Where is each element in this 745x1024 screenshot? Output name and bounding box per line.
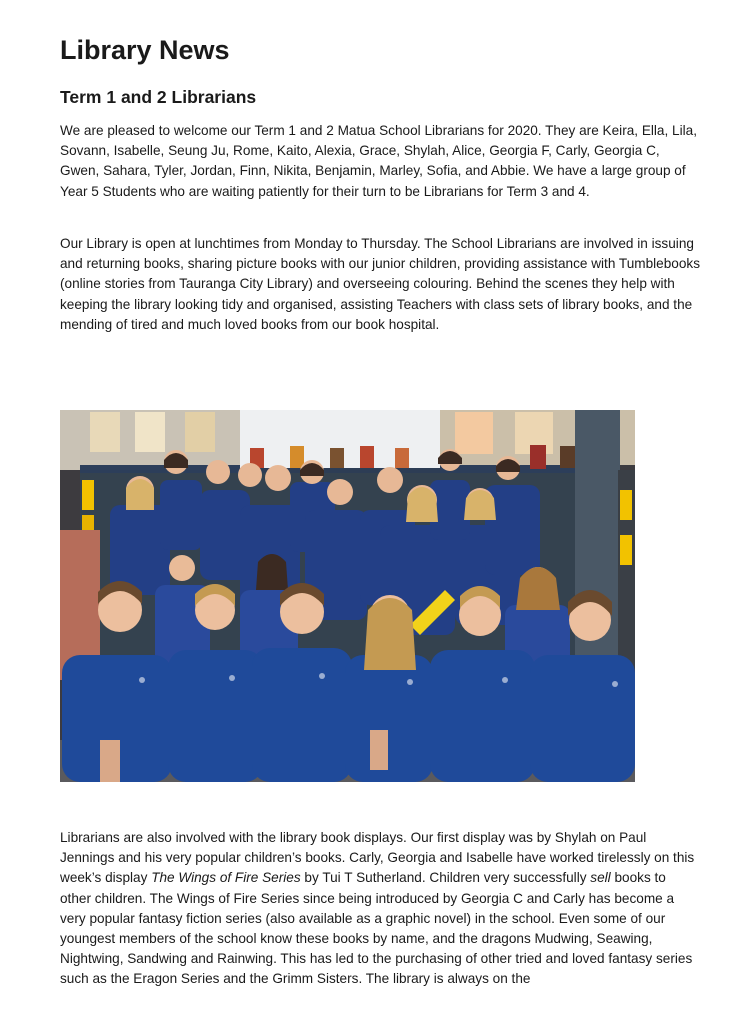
paragraph-book-displays-part-3: books to other children. The Wings of Fire Series since being introduced by Georgia C and Carly has become a very popular fantasy fiction series (also available as a graphic novel) in the school. Even some of our youngest members of the school know these books by name, and the dragons Mudwing, Seawing, Nightwing, Sandwing and Rainwing. This has led to the purchasing of other tried and loved fantasy series such as the Eragon Series and the Grimm Sisters. The library is always on the	[60, 870, 693, 987]
emphasis-word: sell	[590, 870, 611, 886]
paragraph-book-displays	[60, 828, 700, 990]
group-photo	[60, 410, 635, 782]
page-title: Library News	[60, 35, 230, 65]
paragraph-book-displays-part-2: by Tui T Sutherland. Children very successfully	[300, 870, 591, 886]
section-heading: Term 1 and 2 Librarians	[60, 87, 257, 107]
paragraph-book-displays-part-1: Librarians are also involved with the library book displays. Our first display was by Shylah on Paul Jennings and his very popular children’s books. Carly, Georgia and Isabelle have worked tirelessly on this week’s display	[60, 830, 695, 886]
paragraph-librarians-welcome: We are pleased to welcome our Term 1 and 2 Matua School Librarians for 2020. They are Keira, Ella, Lila, Sovann, Isabelle, Seung Ju, Rome, Kaito, Alexia, Grace, Shylah, Alice, Georgia F, Carly, Georgia C, Gwen, Sahara, Tyler, Jordan, Finn, Nikita, Benjamin, Marley, Sofia, and Abbie. We have a large group of Year 5 Students who are waiting patiently for their turn to be Librarians for Term 3 and 4.	[60, 123, 697, 199]
paragraph-library-hours: Our Library is open at lunchtimes from Monday to Thursday. The School Librarians are involved in issuing and returning books, sharing picture books with our junior children, providing assistance with Tumblebooks (online stories from Tauranga City Library) and overseeing colouring. Behind the scenes they help with keeping the library looking tidy and organised, assisting Teachers with class sets of library books, and the mending of tired and much loved books from our book hospital.	[60, 236, 701, 332]
series-title: The Wings of Fire Series	[151, 870, 301, 886]
